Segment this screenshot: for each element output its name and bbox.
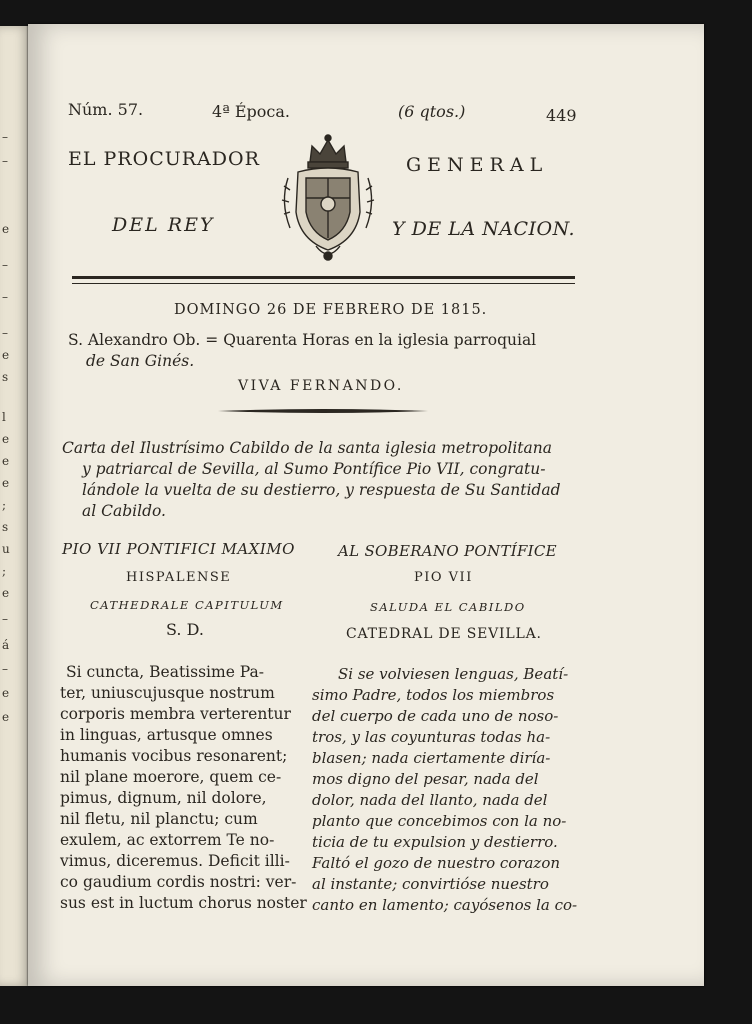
saint-line-1: S. Alexandro Ob. = Quarenta Horas en la iglesia parroquial [68,331,537,349]
masthead-del-rey: DEL REY [112,214,215,236]
latin-sub-capitulum: CATHEDRALE CAPITULUM [90,598,284,612]
spanish-line: Faltó el gozo de nuestro corazon [312,854,561,872]
latin-line: exulem, ac extorrem Te no- [60,831,275,849]
masthead-general: GENERAL [406,154,549,176]
spanish-line: tros, y las coyunturas todas ha- [312,728,551,746]
spanish-line: blasen; nada ciertamente diría- [312,749,551,767]
newspaper-page [28,24,704,986]
latin-line: ter, uniuscujusque nostrum [60,684,275,702]
masthead-procurador: EL PROCURADOR [68,148,260,170]
viva-fernando: VIVA FERNANDO. [238,378,404,394]
intro-line-2: y patriarcal de Sevilla, al Sumo Pontífice Pio VII, congratu- [82,460,546,478]
spanish-line: del cuerpo de cada uno de noso- [312,707,559,725]
spanish-line: planto que concebimos con la no- [312,812,567,830]
latin-line: vimus, diceremus. Deficit illi- [60,852,290,870]
masthead-nacion: Y DE LA NACION. [392,218,576,240]
latin-heading: PIO VII PONTIFICI MAXIMO [62,540,295,558]
latin-column [60,662,316,914]
latin-line: co gaudium cordis nostri: ver- [60,873,297,891]
latin-line: in linguas, artusque omnes [60,726,273,744]
masthead-rule-thick [72,276,575,279]
spanish-heading: AL SOBERANO PONTÍFICE [338,542,557,560]
latin-line: nil fletu, nil planctu; cum [60,810,258,828]
date-line: DOMINGO 26 DE FEBRERO DE 1815. [174,302,488,318]
latin-sub-sd: S. D. [166,620,204,639]
spanish-line: Si se volviesen lenguas, Beatí- [338,665,569,683]
latin-line: pimus, dignum, nil dolore, [60,789,267,807]
latin-sub-hispalense: HISPALENSE [126,570,232,585]
royal-coat-of-arms-icon [276,132,380,266]
spanish-line: simo Padre, todos los miembros [312,686,555,704]
spanish-line: dolor, nada del llanto, nada del [312,791,548,809]
spanish-column [312,664,578,916]
issue-number: Núm. 57. [68,100,144,119]
latin-line: nil plane moerore, quem ce- [60,768,282,786]
latin-line: corporis membra verterentur [60,705,291,723]
spanish-line: mos digno del pesar, nada del [312,770,539,788]
ornamental-rule-icon [218,408,428,414]
spanish-sub-pio: PIO VII [414,570,473,585]
spanish-sub-catedral: CATEDRAL DE SEVILLA. [346,626,542,642]
latin-line: sus est in luctum chorus noster [60,894,307,912]
saint-line-2: de San Ginés. [86,352,195,370]
intro-line-4: al Cabildo. [82,502,166,520]
masthead-rule-thin [72,283,575,284]
quartos-note: (6 qtos.) [398,102,466,121]
spanish-sub-saluda: SALUDA EL CABILDO [370,600,526,614]
epoch-label: 4ª Época. [212,102,291,121]
latin-line: Si cuncta, Beatissime Pa- [66,663,265,681]
page-number: 449 [546,106,577,125]
intro-line-3: lándole la vuelta de su destierro, y respuesta de Su Santidad [82,481,561,499]
intro-line-1: Carta del Ilustrísimo Cabildo de la santa iglesia metropolitana [62,439,552,457]
spanish-line: al instante; convirtióse nuestro [312,875,549,893]
latin-line: humanis vocibus resonarent; [60,747,288,765]
spanish-line: canto en lamento; cayósenos la co- [312,896,578,914]
previous-page-edge: – – e – – – e s l e e e ; s u ; e – á – e e [0,26,30,986]
spanish-line: ticia de tu expulsion y destierro. [312,833,558,851]
